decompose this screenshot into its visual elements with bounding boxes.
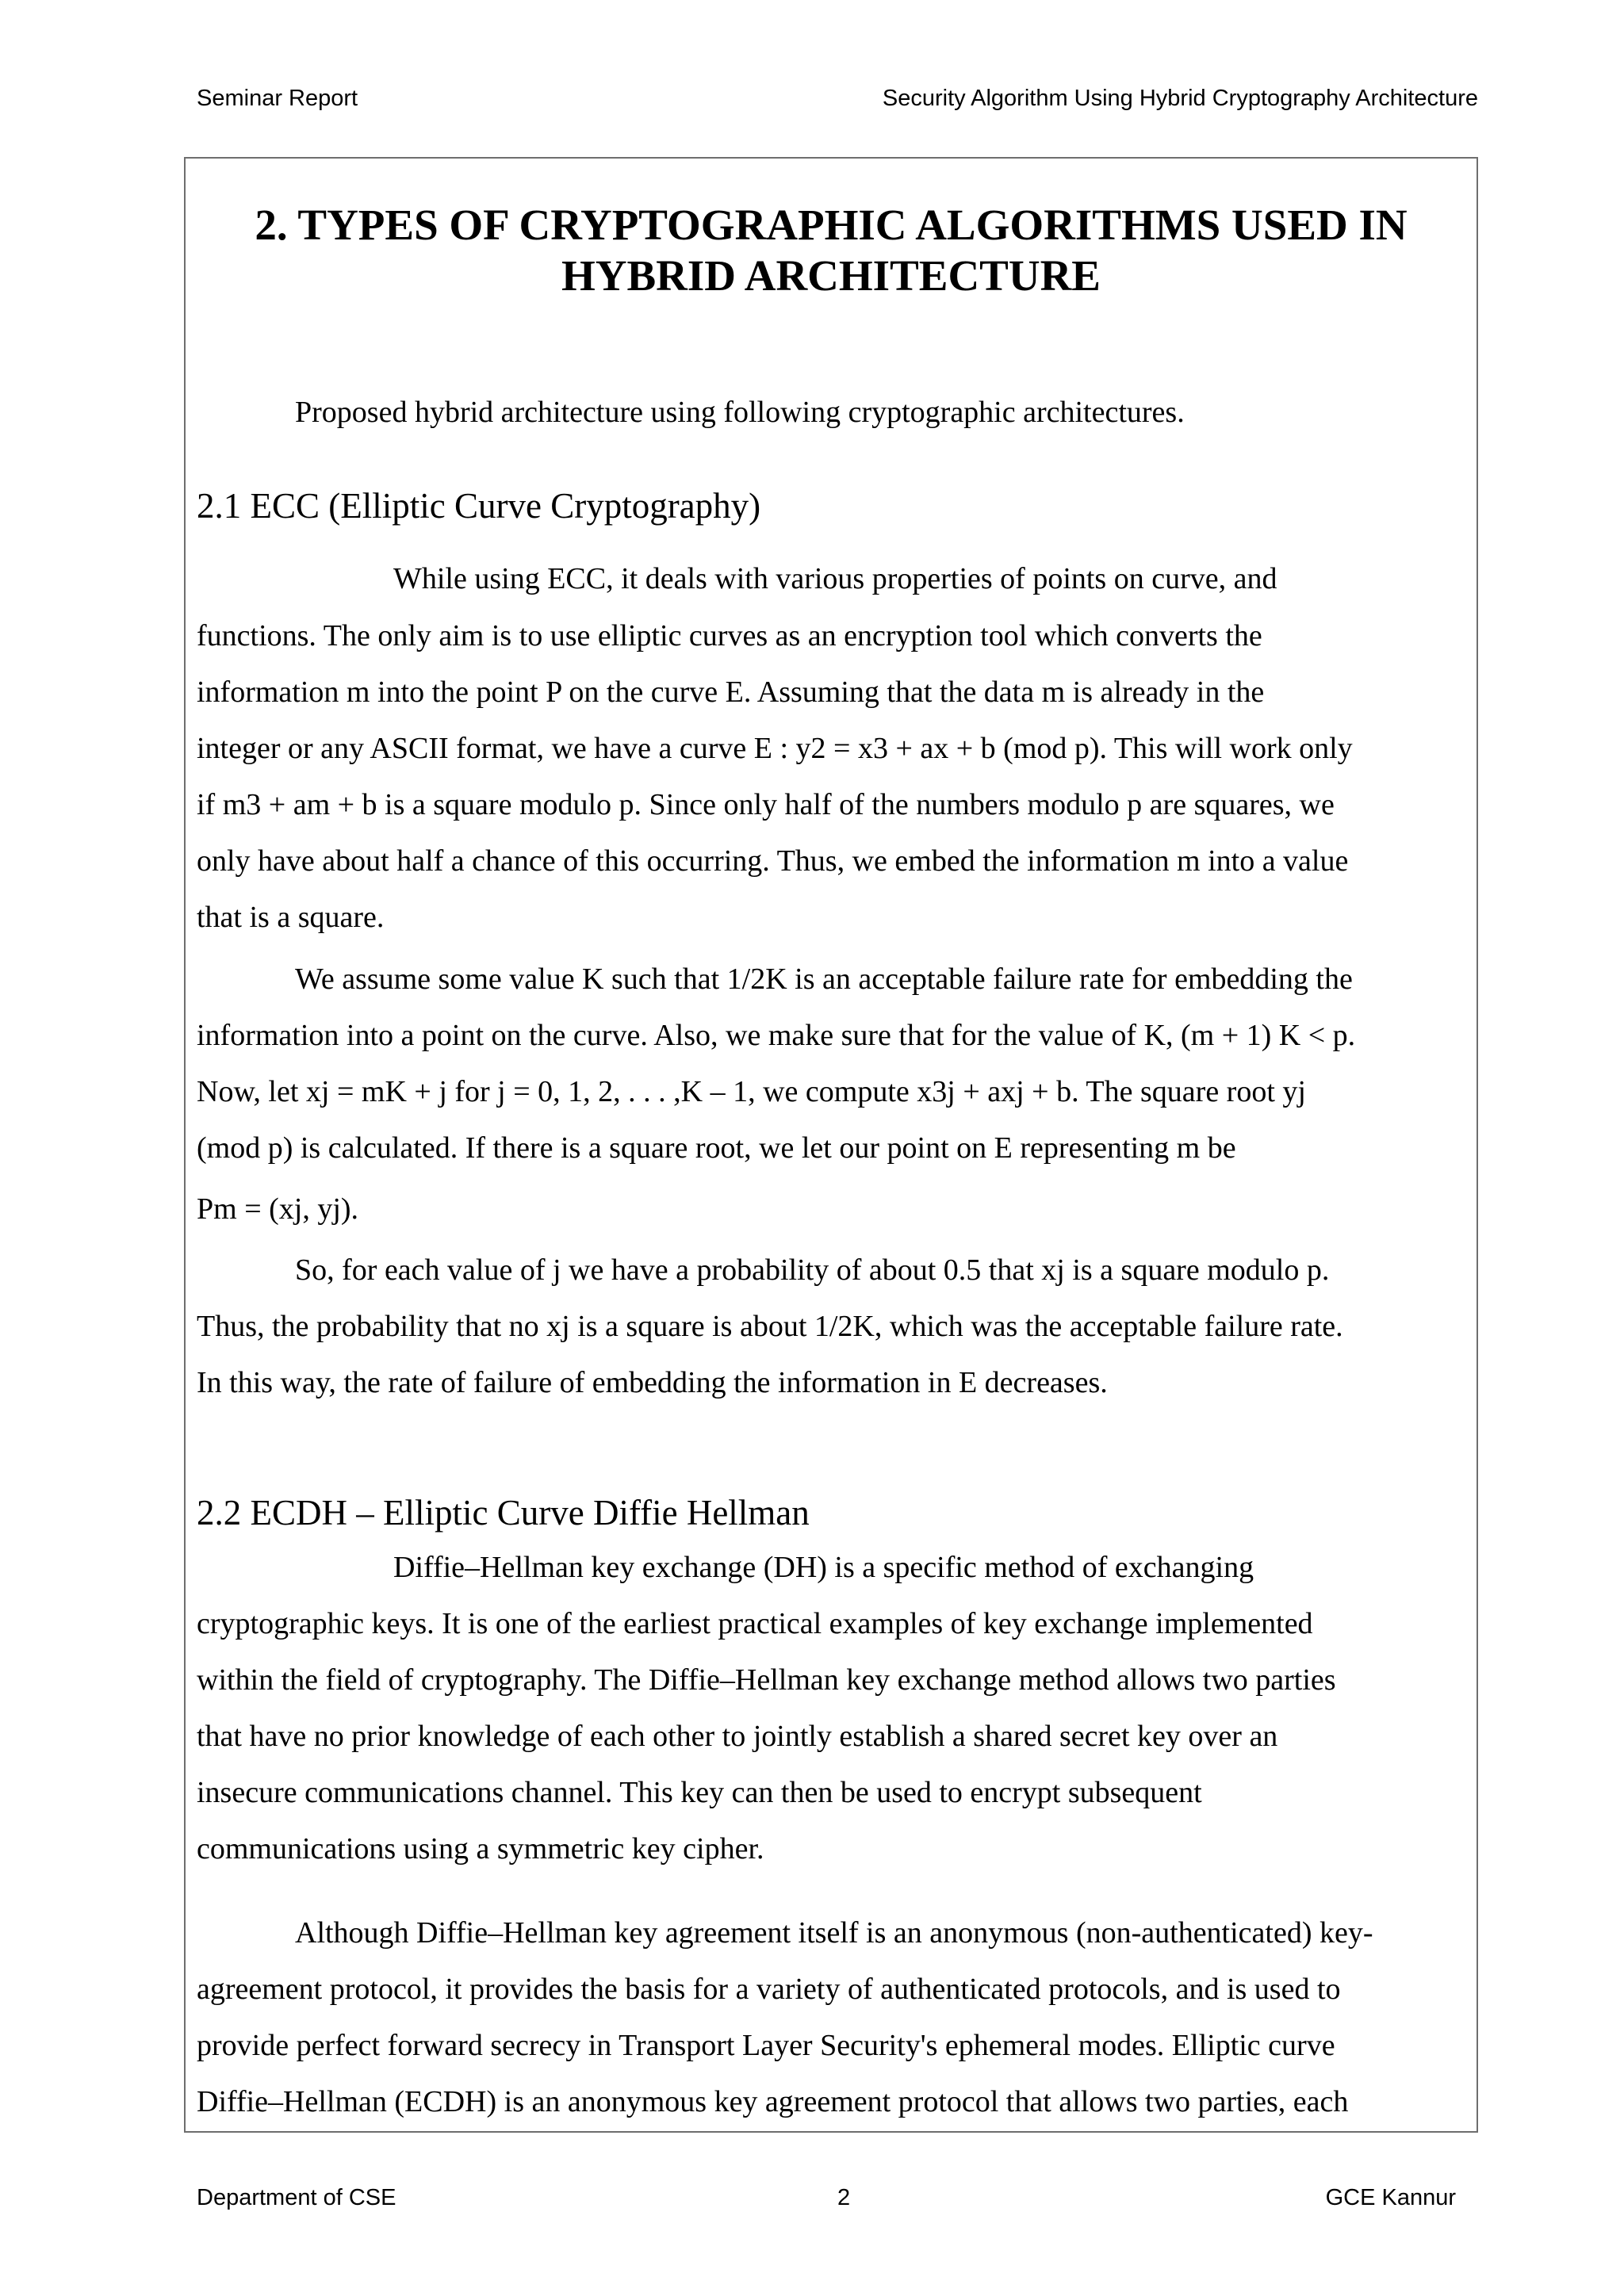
section-2-2-heading: 2.2 ECDH – Elliptic Curve Diffie Hellman <box>197 1493 810 1533</box>
text-line: information m into the point P on the curve E. Assuming that the data m is already in the <box>197 675 1265 709</box>
text-line: So, for each value of j we have a probability of about 0.5 that xj is a square modulo p. <box>295 1253 1330 1287</box>
chapter-intro: Proposed hybrid architecture using following cryptographic architectures. <box>295 396 1185 429</box>
text-line: if m3 + am + b is a square modulo p. Since only half of the numbers modulo p are squares, we <box>197 788 1335 821</box>
text-line: only have about half a chance of this occurring. Thus, we embed the information m into a value <box>197 844 1349 878</box>
text-line: Now, let xj = mK + j for j = 0, 1, 2, . . . ,K – 1, we compute x3j + axj + b. The square root yj <box>197 1075 1306 1108</box>
chapter-title-line-1: 2. TYPES OF CRYPTOGRAPHIC ALGORITHMS USED IN <box>255 201 1408 249</box>
text-line: information into a point on the curve. Also, we make sure that for the value of K, (m + 1) K < p. <box>197 1019 1356 1052</box>
chapter-title-line-2: HYBRID ARCHITECTURE <box>561 251 1101 300</box>
header-right: Security Algorithm Using Hybrid Cryptography Architecture <box>882 86 1478 111</box>
header-left: Seminar Report <box>197 86 358 111</box>
chapter-title <box>184 200 1478 301</box>
text-line: Thus, the probability that no xj is a square is about 1/2K, which was the acceptable failure rate. <box>197 1310 1343 1343</box>
footer-right: GCE Kannur <box>1325 2185 1456 2210</box>
text-line: within the field of cryptography. The Diffie–Hellman key exchange method allows two parties <box>197 1663 1336 1697</box>
text-line: (mod p) is calculated. If there is a square root, we let our point on E representing m be <box>197 1131 1236 1165</box>
text-line: cryptographic keys. It is one of the earliest practical examples of key exchange implemented <box>197 1607 1313 1640</box>
text-line: agreement protocol, it provides the basis for a variety of authenticated protocols, and is used to <box>197 1973 1341 2006</box>
text-line: integer or any ASCII format, we have a curve E : y2 = x3 + ax + b (mod p). This will work only <box>197 732 1353 765</box>
text-line: provide perfect forward secrecy in Transport Layer Security's ephemeral modes. Elliptic curve <box>197 2029 1335 2062</box>
text-line: insecure communications channel. This key can then be used to encrypt subsequent <box>197 1776 1202 1809</box>
text-line: that is a square. <box>197 901 385 934</box>
section-2-1-heading: 2.1 ECC (Elliptic Curve Cryptography) <box>197 486 761 526</box>
text-line: that have no prior knowledge of each other to jointly establish a shared secret key over an <box>197 1720 1278 1753</box>
text-line: communications using a symmetric key cipher. <box>197 1832 764 1866</box>
footer-page-number: 2 <box>837 2185 851 2210</box>
text-line: While using ECC, it deals with various properties of points on curve, and <box>393 562 1277 595</box>
text-line: We assume some value K such that 1/2K is an acceptable failure rate for embedding the <box>295 962 1353 996</box>
text-line: Diffie–Hellman (ECDH) is an anonymous key agreement protocol that allows two parties, each <box>197 2085 1349 2118</box>
text-line: In this way, the rate of failure of embedding the information in E decreases. <box>197 1366 1108 1399</box>
text-line: Pm = (xj, yj). <box>197 1192 359 1226</box>
text-line: Although Diffie–Hellman key agreement itself is an anonymous (non-authenticated) key- <box>295 1916 1373 1950</box>
text-line: functions. The only aim is to use elliptic curves as an encryption tool which converts the <box>197 619 1262 652</box>
text-line: Diffie–Hellman key exchange (DH) is a specific method of exchanging <box>393 1551 1254 1584</box>
footer-left: Department of CSE <box>197 2185 396 2210</box>
